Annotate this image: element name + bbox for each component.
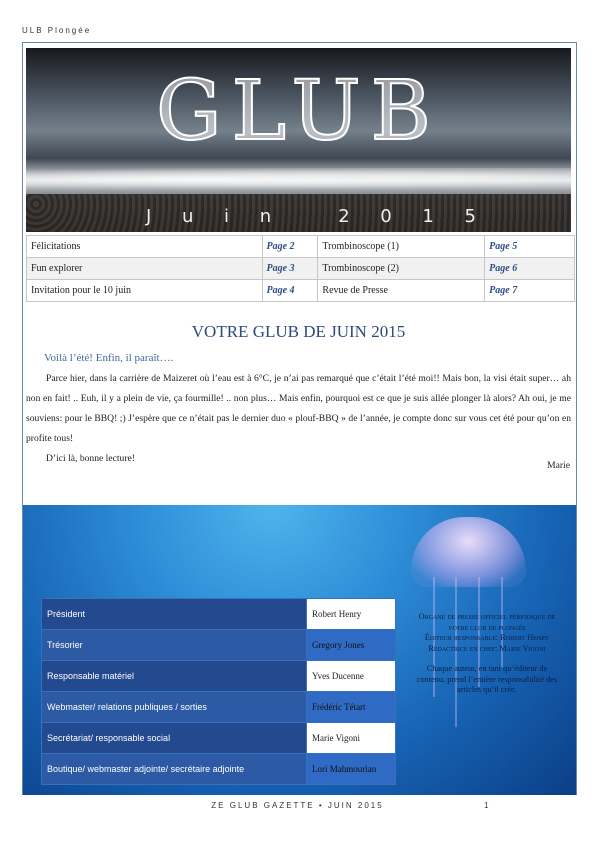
toc-row — [27, 280, 575, 302]
staff-role: Webmaster/ relations publiques / sorties — [42, 692, 307, 723]
page-footer — [0, 801, 595, 810]
staff-name: Gregory Jones — [307, 630, 396, 661]
credits-chief-editor: Rédactrice en chef: Marie Vigoni — [428, 643, 546, 653]
banner-subtitle-letter: 1 — [422, 206, 434, 227]
toc-entry-title[interactable]: Félicitations — [27, 236, 263, 258]
footer-title: ZE GLUB GAZETTE • JUIN 2015 — [211, 801, 384, 810]
credits-publisher: Organe de presse officiel périodique de votre club de plongée — [418, 612, 556, 632]
staff-role: Boutique/ webmaster adjointe/ secrétaire adjointe — [42, 754, 307, 785]
banner-subtitle-letter: J — [146, 206, 152, 227]
toc-page-number[interactable]: Page 3 — [262, 258, 318, 280]
toc-entry-title[interactable]: Trombinoscope (2) — [318, 258, 485, 280]
banner-subtitle — [146, 206, 476, 227]
banner-subtitle-letter: 0 — [380, 206, 392, 227]
staff-row — [42, 754, 396, 785]
staff-row — [42, 723, 396, 754]
staff-role: Trésorier — [42, 630, 307, 661]
page-number: 1 — [484, 801, 489, 810]
staff-row — [42, 630, 396, 661]
staff-role: Président — [42, 599, 307, 630]
staff-name: Frédéric Tétart — [307, 692, 396, 723]
article-signature: Marie — [547, 460, 570, 471]
publication-credits — [412, 612, 562, 696]
toc-page-number[interactable]: Page 4 — [262, 280, 318, 302]
article-lead: Voilà l’été! Enfin, il paraît…. — [44, 352, 174, 364]
staff-name: Yves Ducenne — [307, 661, 396, 692]
toc-page-number[interactable]: Page 7 — [485, 280, 575, 302]
staff-role: Responsable matériel — [42, 661, 307, 692]
banner-subtitle-letter: 5 — [464, 206, 476, 227]
article-headline: VOTRE GLUB DE JUIN 2015 — [191, 322, 406, 341]
staff-table — [41, 598, 396, 785]
toc-entry-title[interactable]: Fun explorer — [27, 258, 263, 280]
toc-entry-title[interactable]: Invitation pour le 10 juin — [27, 280, 263, 302]
article-paragraph: Parce hier, dans la carrière de Maizeret où l’eau est à 6°C, je n’ai pas remarqué que c’était l’été moi!! Mais bon, la visi était super… ah non en fait! .. Euh, il y a plein de vie, ça fourmille! .. non plus… Mais enfin, pourquoi est ce que je suis allée plonger là alors? Ah oui, je me souviens: pour le BBQ! ;) J’espère que ce n’était pas le dernier duo « plouf-BBQ » de l’année, je compte donc sur vous cet été pour qu’on en profite tous! — [26, 373, 571, 444]
staff-row — [42, 692, 396, 723]
banner-subtitle-letter: i — [224, 206, 230, 227]
article-paragraph: D’ici là, bonne lecture! — [46, 453, 135, 464]
banner-wave-foam — [26, 168, 571, 190]
staff-row — [42, 599, 396, 630]
toc-page-number[interactable]: Page 6 — [485, 258, 575, 280]
toc-page-number[interactable]: Page 2 — [262, 236, 318, 258]
staff-name: Robert Henry — [307, 599, 396, 630]
banner-subtitle-letter: u — [181, 206, 194, 227]
banner-subtitle-space — [302, 206, 308, 227]
toc-row — [27, 258, 575, 280]
staff-name: Marie Vigoni — [307, 723, 396, 754]
toc-entry-title[interactable]: Trombinoscope (1) — [318, 236, 485, 258]
staff-name: Lori Mahmourian — [307, 754, 396, 785]
toc-page-number[interactable]: Page 5 — [485, 236, 575, 258]
credits-responsibility-note: Chaque auteur, en tant qu’éditeur de contenu, prend l’entière responsabilité des articles qu’il crée. — [416, 664, 558, 694]
banner-subtitle-letter: 2 — [338, 206, 350, 227]
toc-row — [27, 236, 575, 258]
toc-entry-title[interactable]: Revue de Presse — [318, 280, 485, 302]
table-of-contents — [26, 235, 575, 302]
credits-editor: Éditeur responsable: Robert Henry — [424, 633, 550, 642]
staff-role: Secrétariat/ responsable social — [42, 723, 307, 754]
staff-row — [42, 661, 396, 692]
running-header: ULB Plongée — [22, 26, 92, 35]
banner-subtitle-letter: n — [259, 206, 272, 227]
banner — [26, 48, 571, 232]
jellyfish-bell — [411, 517, 526, 587]
banner-title: GLUB — [156, 64, 441, 159]
article-body — [26, 369, 571, 469]
